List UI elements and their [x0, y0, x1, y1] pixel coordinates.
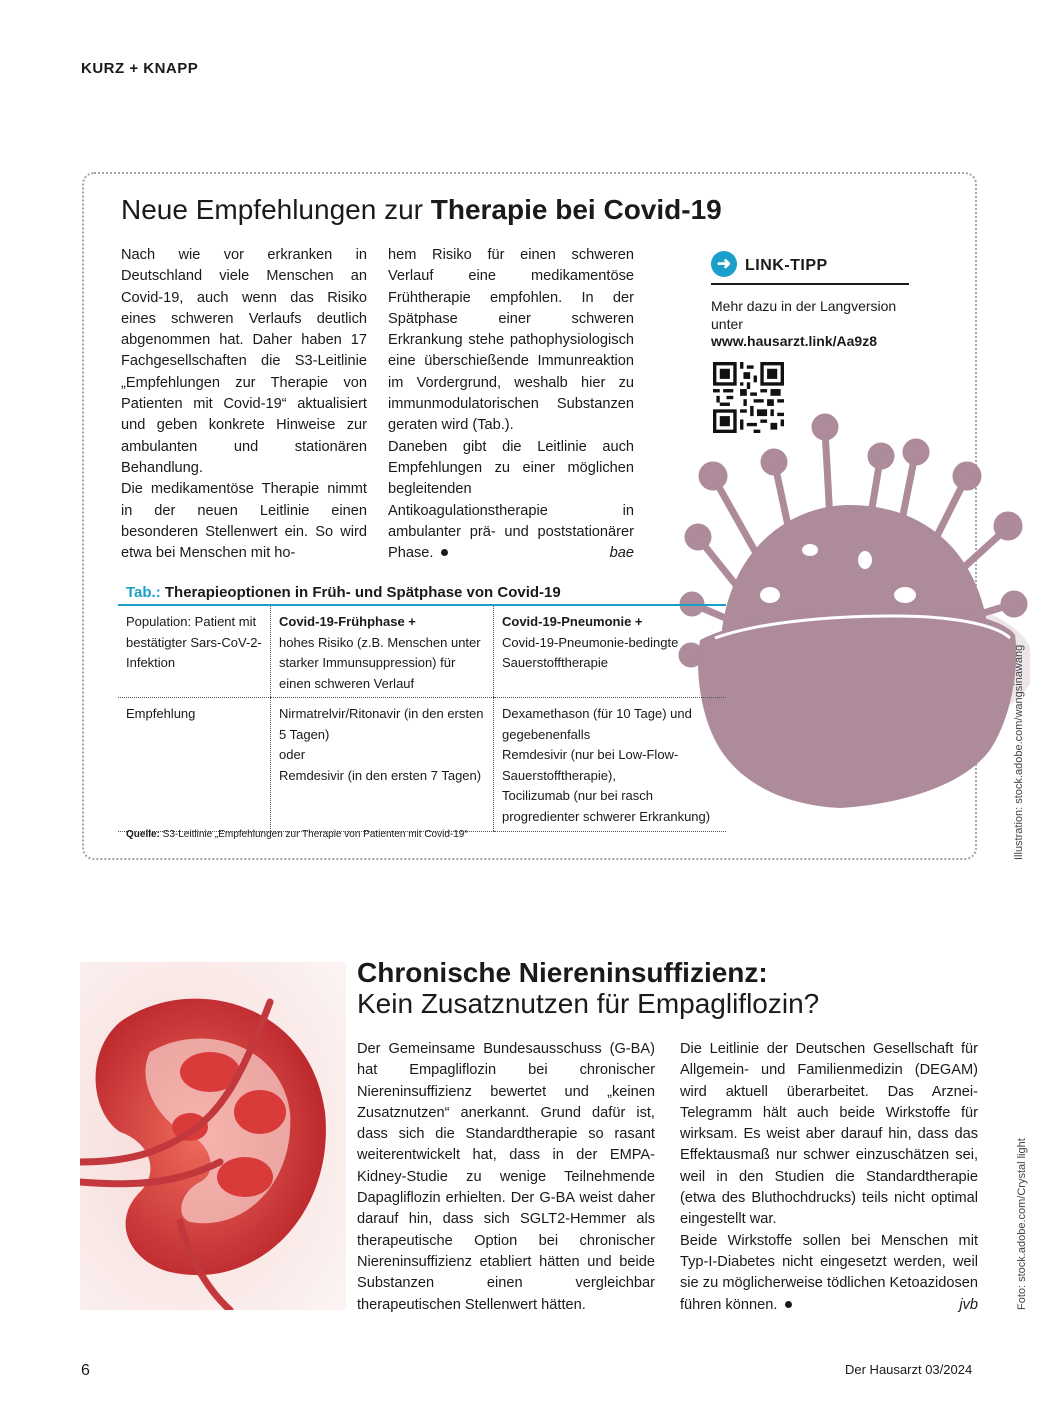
table-source: Quelle: S3-Leitlinie „Empfehlungen zur Therapie von Patienten mit Covid-19“: [126, 829, 468, 840]
illustration-credit: Illustration: stock.adobe.com/wangsinawang: [1013, 644, 1025, 860]
photo-credit: Foto: stock.adobe.com/Crystal light: [1016, 1138, 1028, 1310]
link-tipp-url[interactable]: www.hausarzt.link/Aa9z8: [711, 333, 877, 349]
paragraph: Die medikamentöse Therapie nimmt in der neuen Leitlinie einen besonderen Stellenwert ein. So wird etwa bei Menschen mit ho-: [121, 481, 367, 562]
table-cell: Covid-19-Frühphase + hohes Risiko (z.B. Menschen unter starker Immunsuppression) für einen schweren Verlauf: [271, 606, 494, 698]
table-row: [118, 606, 726, 698]
article-column-2: [388, 245, 634, 564]
byline: jvb: [959, 1296, 978, 1313]
paragraph: Die Leitlinie der Deutschen Gesellschaft für Allgemein- und Familienmedizin (DEGAM) wird aktuell überarbeitet. Das Arznei-Telegramm hält auch beide Wirkstoffe für wirksam. Es weist aber darauf hin, dass das Effektausmaß nur schwer einzuschätzen sei, weil in den Studien die Standardtherapie (etwa des Bluthochdrucks) teils nicht optimal eingestellt war.: [680, 1041, 978, 1228]
end-bullet: [441, 549, 448, 556]
link-tipp-title: LINK-TIPP: [745, 257, 828, 274]
table-caption: Tab.: Therapieoptionen in Früh- und Spätphase von Covid-19: [126, 584, 561, 601]
paragraph: hem Risiko für einen schweren Verlauf eine medikamentöse Frühtherapie empfohlen. In der Spätphase einer schweren Erkrankung stehe pathophysiologisch eine überschießende Immunreaktion im Vordergrund, weshalb hier zu immunmodulatorischen Substanzen geraten wird (Tab.).: [388, 247, 634, 434]
article-title: Chronische Niereninsuffizienz:: [357, 957, 768, 988]
article-column-1: [121, 245, 367, 564]
table-cell: Nirmatrelvir/Ritonavir (in den ersten 5 Tagen) oder Remdesivir (in den ersten 7 Tagen): [271, 698, 494, 832]
kidney-image: [80, 962, 346, 1310]
table-cell: Population: Patient mit bestätigter Sars-CoV-2-Infektion: [118, 606, 271, 698]
table-cell: Dexamethason (für 10 Tage) und gegebenenfalls Remdesivir (nur bei Low-Flow-Sauerstofftherapie), Tocilizumab (nur bei rasch progredienter schwerer Erkrankung): [494, 698, 727, 832]
journal-issue: Der Hausarzt 03/2024: [845, 1362, 973, 1377]
section-label: KURZ + KNAPP: [81, 60, 199, 77]
arrow-right-icon: ➜: [711, 251, 737, 277]
link-tipp-text: Mehr dazu in der Langversion unter www.hausarzt.link/Aa9z8: [711, 298, 911, 351]
table-row: [118, 698, 726, 832]
article-subtitle: Kein Zusatznutzen für Empagliflozin?: [357, 988, 820, 1019]
paragraph: Nach wie vor erkranken in Deutschland viele Menschen an Covid-19, auch wenn das Risiko eines schweren Verlaufs deutlich abgenommen hat. Daher haben 17 Fachgesellschaften die S3-Leitlinie „Empfehlungen zur Therapie von Patienten mit Covid-19“ aktualisiert und geben konkrete Hinweise zur ambulanten und stationären Behandlung.: [121, 247, 367, 476]
article-column-2: [680, 1039, 978, 1316]
link-tipp-header: [711, 251, 909, 285]
end-bullet: [785, 1301, 792, 1308]
paragraph-last: Beide Wirkstoffe sollen bei Menschen mit Typ-I-Diabetes nicht eingesetzt werden, weil sie zu möglicherweise tödlichen Ketoazidosen führen können. jvb: [680, 1231, 978, 1316]
page-number: 6: [81, 1362, 90, 1379]
paragraph-last: Daneben gibt die Leitlinie auch Empfehlungen zu einer möglichen begleitenden Antikoagulationstherapie in ambulanter prä- und poststationärer Phase. bae: [388, 437, 634, 565]
paragraph: Der Gemeinsame Bundesausschuss (G-BA) hat Empagliflozin bei chronischer Niereninsuffizienz bewertet und „keinen Zusatznutzen“ anerkannt. Grund dafür ist, dass sich die Standardtherapie so rasant weiterentwickelt hat, dass in der EMPA-Kidney-Studie zu wenige Teilnehmende Dapagliflozin erhielten. Der G-BA weist daher darauf hin, dass sich SGLT2-Hemmer als therapeutische Option bei chronischer Niereninsuffizienz etabliert hätten und beide Substanzen einen vergleichbar therapeutischen Stellenwert hätten.: [357, 1041, 655, 1313]
table-cell: Covid-19-Pneumonie + Covid-19-Pneumonie-bedingte Sauerstofftherapie: [494, 606, 727, 698]
article-title: Neue Empfehlungen zur Therapie bei Covid-19: [121, 194, 722, 225]
table-cell: Empfehlung: [118, 698, 271, 832]
article-column-1: [357, 1039, 655, 1316]
therapy-table: [118, 606, 726, 832]
byline: bae: [609, 545, 634, 562]
